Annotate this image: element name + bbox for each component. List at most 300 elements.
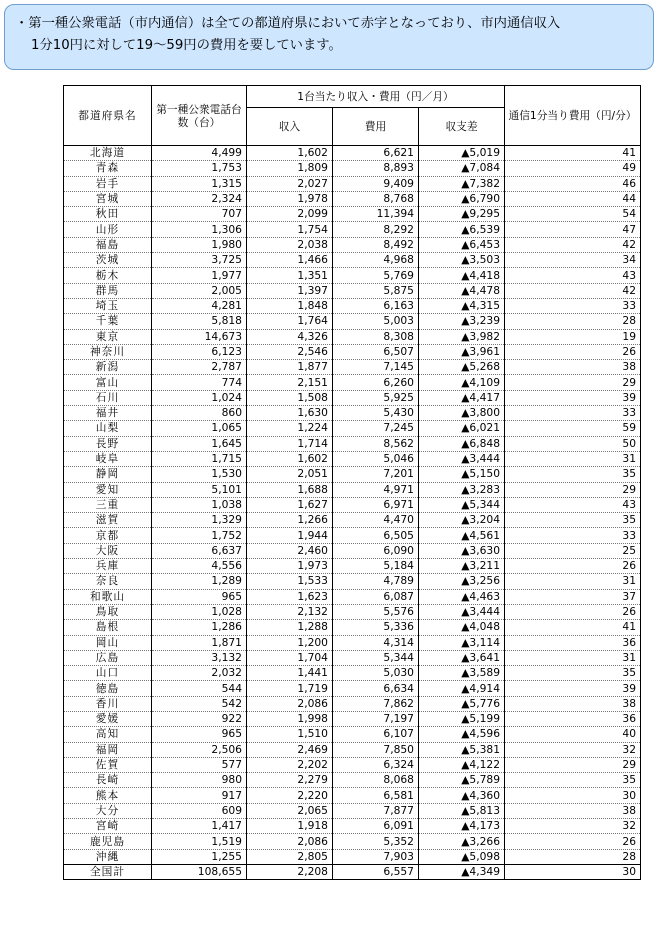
cost-cell: 6,324	[333, 757, 419, 772]
cost-per-minute-cell: 31	[505, 574, 641, 589]
phone-count-cell: 542	[152, 696, 247, 711]
prefecture-cell: 山梨	[64, 421, 152, 436]
income-cell: 2,027	[247, 176, 333, 191]
phone-count-cell: 774	[152, 375, 247, 390]
prefecture-cell: 長野	[64, 436, 152, 451]
table-row	[64, 574, 641, 589]
cost-per-minute-cell: 37	[505, 589, 641, 604]
summary-line-1: ・第一種公衆電話（市内通信）は全ての都道府県において赤字となっており、市内通信収入	[15, 16, 561, 31]
phone-count-cell: 1,024	[152, 390, 247, 405]
prefecture-cell: 愛知	[64, 482, 152, 497]
balance-cell: ▲3,503	[419, 253, 505, 268]
table-row	[64, 176, 641, 191]
cost-cell: 7,245	[333, 421, 419, 436]
phone-count-cell: 1,753	[152, 161, 247, 176]
phone-count-cell: 1,871	[152, 635, 247, 650]
balance-cell: ▲7,382	[419, 176, 505, 191]
income-cell: 2,279	[247, 773, 333, 788]
header-phone-count: 第一種公衆電話台数（台）	[152, 86, 247, 146]
header-per-unit: 1台当たり収入・費用（円／月）	[247, 86, 505, 108]
prefecture-cell: 熊本	[64, 788, 152, 803]
cost-cell: 6,634	[333, 681, 419, 696]
cost-cell: 8,562	[333, 436, 419, 451]
income-cell: 4,326	[247, 329, 333, 344]
header-cost: 費用	[333, 108, 419, 146]
phone-count-cell: 3,132	[152, 650, 247, 665]
cost-cell: 5,875	[333, 283, 419, 298]
phone-count-cell: 1,065	[152, 421, 247, 436]
cost-cell: 8,308	[333, 329, 419, 344]
cost-per-minute-cell: 32	[505, 742, 641, 757]
income-cell: 1,288	[247, 620, 333, 635]
cost-per-minute-cell: 28	[505, 849, 641, 864]
income-cell: 1,973	[247, 559, 333, 574]
balance-cell: ▲3,266	[419, 834, 505, 849]
cost-cell: 5,184	[333, 559, 419, 574]
table-row	[64, 513, 641, 528]
phone-count-cell: 1,289	[152, 574, 247, 589]
balance-cell: ▲3,641	[419, 650, 505, 665]
income-cell: 1,533	[247, 574, 333, 589]
table-row	[64, 268, 641, 283]
prefecture-cell: 徳島	[64, 681, 152, 696]
income-cell: 1,200	[247, 635, 333, 650]
prefecture-cell: 山口	[64, 666, 152, 681]
income-cell: 1,918	[247, 819, 333, 834]
phone-count-cell: 108,655	[152, 864, 247, 879]
phone-count-cell: 965	[152, 727, 247, 742]
table-row	[64, 375, 641, 390]
table-row	[64, 360, 641, 375]
cost-cell: 5,576	[333, 604, 419, 619]
cost-per-minute-cell: 35	[505, 773, 641, 788]
income-cell: 2,460	[247, 543, 333, 558]
cost-cell: 6,581	[333, 788, 419, 803]
table-row	[64, 727, 641, 742]
table-row	[64, 222, 641, 237]
phone-count-cell: 860	[152, 406, 247, 421]
cost-per-minute-cell: 36	[505, 711, 641, 726]
table-row	[64, 436, 641, 451]
table-row	[64, 253, 641, 268]
phone-count-cell: 6,123	[152, 344, 247, 359]
table-row	[64, 834, 641, 849]
prefecture-cell: 群馬	[64, 283, 152, 298]
phone-count-cell: 1,980	[152, 237, 247, 252]
balance-cell: ▲3,211	[419, 559, 505, 574]
prefecture-cell: 埼玉	[64, 298, 152, 313]
table-row	[64, 696, 641, 711]
income-cell: 1,602	[247, 146, 333, 161]
cost-cell: 6,090	[333, 543, 419, 558]
table-row	[64, 451, 641, 466]
income-cell: 1,998	[247, 711, 333, 726]
income-cell: 1,351	[247, 268, 333, 283]
income-cell: 2,099	[247, 207, 333, 222]
balance-cell: ▲3,444	[419, 451, 505, 466]
income-cell: 2,086	[247, 696, 333, 711]
income-cell: 1,719	[247, 681, 333, 696]
cost-cell: 6,507	[333, 344, 419, 359]
balance-cell: ▲5,150	[419, 467, 505, 482]
table-row	[64, 482, 641, 497]
cost-per-minute-cell: 38	[505, 360, 641, 375]
balance-cell: ▲6,848	[419, 436, 505, 451]
balance-cell: ▲4,109	[419, 375, 505, 390]
cost-cell: 6,505	[333, 528, 419, 543]
balance-cell: ▲5,019	[419, 146, 505, 161]
phone-count-cell: 965	[152, 589, 247, 604]
table-row	[64, 191, 641, 206]
income-cell: 1,978	[247, 191, 333, 206]
cost-cell: 6,621	[333, 146, 419, 161]
cost-per-minute-cell: 30	[505, 864, 641, 879]
table-row	[64, 298, 641, 313]
table-row	[64, 559, 641, 574]
cost-per-minute-cell: 33	[505, 406, 641, 421]
prefecture-cell: 秋田	[64, 207, 152, 222]
income-cell: 1,224	[247, 421, 333, 436]
cost-per-minute-cell: 28	[505, 314, 641, 329]
cost-per-minute-cell: 39	[505, 681, 641, 696]
cost-cell: 5,925	[333, 390, 419, 405]
income-cell: 2,546	[247, 344, 333, 359]
balance-cell: ▲4,315	[419, 298, 505, 313]
balance-cell: ▲3,630	[419, 543, 505, 558]
public-phone-balance-table	[63, 85, 641, 880]
income-cell: 1,623	[247, 589, 333, 604]
income-cell: 1,441	[247, 666, 333, 681]
balance-cell: ▲4,463	[419, 589, 505, 604]
table-row	[64, 467, 641, 482]
balance-cell: ▲4,914	[419, 681, 505, 696]
total-row	[64, 864, 641, 879]
header-cost-per-minute: 通信1分当り費用（円/分）	[505, 86, 641, 146]
prefecture-cell: 広島	[64, 650, 152, 665]
prefecture-cell: 全国計	[64, 864, 152, 879]
balance-cell: ▲3,256	[419, 574, 505, 589]
phone-count-cell: 1,306	[152, 222, 247, 237]
table-row	[64, 161, 641, 176]
prefecture-cell: 宮崎	[64, 819, 152, 834]
prefecture-cell: 茨城	[64, 253, 152, 268]
phone-count-cell: 3,725	[152, 253, 247, 268]
cost-per-minute-cell: 40	[505, 727, 641, 742]
table-row	[64, 497, 641, 512]
table-row	[64, 314, 641, 329]
cost-per-minute-cell: 29	[505, 375, 641, 390]
income-cell: 2,132	[247, 604, 333, 619]
prefecture-cell: 滋賀	[64, 513, 152, 528]
cost-per-minute-cell: 30	[505, 788, 641, 803]
cost-per-minute-cell: 26	[505, 834, 641, 849]
table-row	[64, 604, 641, 619]
income-cell: 2,208	[247, 864, 333, 879]
income-cell: 1,508	[247, 390, 333, 405]
income-cell: 1,704	[247, 650, 333, 665]
income-cell: 1,688	[247, 482, 333, 497]
prefecture-cell: 石川	[64, 390, 152, 405]
table-row	[64, 329, 641, 344]
phone-count-cell: 1,752	[152, 528, 247, 543]
table-row	[64, 237, 641, 252]
cost-cell: 5,430	[333, 406, 419, 421]
prefecture-cell: 岡山	[64, 635, 152, 650]
income-cell: 1,764	[247, 314, 333, 329]
prefecture-cell: 福島	[64, 237, 152, 252]
prefecture-cell: 富山	[64, 375, 152, 390]
cost-cell: 4,789	[333, 574, 419, 589]
cost-cell: 8,068	[333, 773, 419, 788]
cost-per-minute-cell: 35	[505, 513, 641, 528]
balance-cell: ▲4,478	[419, 283, 505, 298]
income-cell: 1,602	[247, 451, 333, 466]
income-cell: 2,220	[247, 788, 333, 803]
cost-per-minute-cell: 26	[505, 344, 641, 359]
header-balance: 収支差	[419, 108, 505, 146]
balance-cell: ▲5,776	[419, 696, 505, 711]
prefecture-cell: 高知	[64, 727, 152, 742]
balance-cell: ▲3,961	[419, 344, 505, 359]
phone-count-cell: 2,506	[152, 742, 247, 757]
phone-count-cell: 14,673	[152, 329, 247, 344]
balance-cell: ▲6,539	[419, 222, 505, 237]
cost-per-minute-cell: 36	[505, 635, 641, 650]
prefecture-cell: 奈良	[64, 574, 152, 589]
table-body	[64, 146, 641, 880]
cost-cell: 5,352	[333, 834, 419, 849]
cost-per-minute-cell: 38	[505, 803, 641, 818]
cost-per-minute-cell: 19	[505, 329, 641, 344]
cost-cell: 5,030	[333, 666, 419, 681]
prefecture-cell: 鹿児島	[64, 834, 152, 849]
phone-count-cell: 1,417	[152, 819, 247, 834]
phone-count-cell: 1,038	[152, 497, 247, 512]
balance-cell: ▲3,589	[419, 666, 505, 681]
cost-cell: 4,314	[333, 635, 419, 650]
income-cell: 1,754	[247, 222, 333, 237]
cost-cell: 7,877	[333, 803, 419, 818]
cost-per-minute-cell: 54	[505, 207, 641, 222]
prefecture-cell: 大分	[64, 803, 152, 818]
phone-count-cell: 6,637	[152, 543, 247, 558]
prefecture-cell: 宮城	[64, 191, 152, 206]
balance-cell: ▲5,098	[419, 849, 505, 864]
prefecture-cell: 千葉	[64, 314, 152, 329]
balance-cell: ▲5,789	[419, 773, 505, 788]
cost-per-minute-cell: 59	[505, 421, 641, 436]
balance-cell: ▲3,204	[419, 513, 505, 528]
table-row	[64, 620, 641, 635]
cost-cell: 5,336	[333, 620, 419, 635]
balance-cell: ▲4,561	[419, 528, 505, 543]
balance-cell: ▲3,982	[419, 329, 505, 344]
table-row	[64, 528, 641, 543]
cost-per-minute-cell: 47	[505, 222, 641, 237]
balance-cell: ▲4,349	[419, 864, 505, 879]
prefecture-cell: 兵庫	[64, 559, 152, 574]
balance-cell: ▲4,173	[419, 819, 505, 834]
prefecture-cell: 和歌山	[64, 589, 152, 604]
cost-cell: 7,903	[333, 849, 419, 864]
balance-cell: ▲3,444	[419, 604, 505, 619]
cost-per-minute-cell: 46	[505, 176, 641, 191]
prefecture-cell: 香川	[64, 696, 152, 711]
phone-count-cell: 922	[152, 711, 247, 726]
summary-callout	[4, 4, 654, 70]
cost-cell: 6,971	[333, 497, 419, 512]
income-cell: 1,630	[247, 406, 333, 421]
table-row	[64, 788, 641, 803]
balance-cell: ▲3,114	[419, 635, 505, 650]
cost-cell: 6,107	[333, 727, 419, 742]
table-row	[64, 543, 641, 558]
prefecture-cell: 東京	[64, 329, 152, 344]
cost-per-minute-cell: 42	[505, 237, 641, 252]
income-cell: 1,848	[247, 298, 333, 313]
prefecture-cell: 岩手	[64, 176, 152, 191]
phone-count-cell: 1,645	[152, 436, 247, 451]
cost-cell: 7,145	[333, 360, 419, 375]
table-row	[64, 849, 641, 864]
income-cell: 1,397	[247, 283, 333, 298]
cost-per-minute-cell: 43	[505, 268, 641, 283]
phone-count-cell: 544	[152, 681, 247, 696]
cost-cell: 8,893	[333, 161, 419, 176]
cost-per-minute-cell: 39	[505, 390, 641, 405]
cost-cell: 7,862	[333, 696, 419, 711]
balance-cell: ▲4,596	[419, 727, 505, 742]
phone-count-cell: 1,329	[152, 513, 247, 528]
phone-count-cell: 609	[152, 803, 247, 818]
cost-cell: 6,163	[333, 298, 419, 313]
balance-cell: ▲3,800	[419, 406, 505, 421]
cost-cell: 7,197	[333, 711, 419, 726]
cost-cell: 7,850	[333, 742, 419, 757]
phone-count-cell: 1,530	[152, 467, 247, 482]
balance-cell: ▲5,344	[419, 497, 505, 512]
income-cell: 2,151	[247, 375, 333, 390]
cost-per-minute-cell: 31	[505, 650, 641, 665]
balance-cell: ▲5,268	[419, 360, 505, 375]
phone-count-cell: 1,977	[152, 268, 247, 283]
table-row	[64, 635, 641, 650]
cost-per-minute-cell: 41	[505, 620, 641, 635]
phone-count-cell: 1,286	[152, 620, 247, 635]
phone-count-cell: 1,028	[152, 604, 247, 619]
cost-cell: 8,768	[333, 191, 419, 206]
cost-per-minute-cell: 38	[505, 696, 641, 711]
table-row	[64, 773, 641, 788]
table-row	[64, 589, 641, 604]
table-row	[64, 650, 641, 665]
cost-cell: 6,087	[333, 589, 419, 604]
cost-per-minute-cell: 26	[505, 604, 641, 619]
cost-per-minute-cell: 26	[505, 559, 641, 574]
prefecture-cell: 愛媛	[64, 711, 152, 726]
income-cell: 2,051	[247, 467, 333, 482]
table-row	[64, 146, 641, 161]
cost-per-minute-cell: 49	[505, 161, 641, 176]
phone-count-cell: 4,499	[152, 146, 247, 161]
phone-count-cell: 577	[152, 757, 247, 772]
cost-per-minute-cell: 43	[505, 497, 641, 512]
income-cell: 1,714	[247, 436, 333, 451]
prefecture-cell: 北海道	[64, 146, 152, 161]
table-row	[64, 283, 641, 298]
table-row	[64, 390, 641, 405]
table-row	[64, 819, 641, 834]
phone-count-cell: 917	[152, 788, 247, 803]
balance-cell: ▲3,239	[419, 314, 505, 329]
income-cell: 2,805	[247, 849, 333, 864]
summary-line-2: 1分10円に対して19～59円の費用を要しています。	[31, 38, 342, 53]
balance-cell: ▲7,084	[419, 161, 505, 176]
phone-count-cell: 2,324	[152, 191, 247, 206]
cost-cell: 5,046	[333, 451, 419, 466]
phone-count-cell: 707	[152, 207, 247, 222]
balance-cell: ▲4,418	[419, 268, 505, 283]
balance-cell: ▲6,021	[419, 421, 505, 436]
cost-cell: 7,201	[333, 467, 419, 482]
balance-cell: ▲9,295	[419, 207, 505, 222]
prefecture-cell: 京都	[64, 528, 152, 543]
cost-cell: 8,292	[333, 222, 419, 237]
prefecture-cell: 佐賀	[64, 757, 152, 772]
cost-cell: 8,492	[333, 237, 419, 252]
cost-per-minute-cell: 50	[505, 436, 641, 451]
table-row	[64, 742, 641, 757]
balance-cell: ▲4,417	[419, 390, 505, 405]
table-row	[64, 666, 641, 681]
prefecture-cell: 大阪	[64, 543, 152, 558]
cost-cell: 5,344	[333, 650, 419, 665]
balance-cell: ▲5,813	[419, 803, 505, 818]
phone-count-cell: 4,556	[152, 559, 247, 574]
header-income: 収入	[247, 108, 333, 146]
income-cell: 1,627	[247, 497, 333, 512]
phone-count-cell: 1,315	[152, 176, 247, 191]
cost-per-minute-cell: 44	[505, 191, 641, 206]
cost-per-minute-cell: 32	[505, 819, 641, 834]
income-cell: 1,266	[247, 513, 333, 528]
prefecture-cell: 島根	[64, 620, 152, 635]
cost-per-minute-cell: 29	[505, 757, 641, 772]
cost-per-minute-cell: 33	[505, 528, 641, 543]
cost-per-minute-cell: 35	[505, 666, 641, 681]
balance-cell: ▲4,048	[419, 620, 505, 635]
balance-cell: ▲4,360	[419, 788, 505, 803]
table-row	[64, 757, 641, 772]
balance-cell: ▲4,122	[419, 757, 505, 772]
prefecture-cell: 福井	[64, 406, 152, 421]
prefecture-cell: 新潟	[64, 360, 152, 375]
cost-cell: 6,557	[333, 864, 419, 879]
prefecture-cell: 山形	[64, 222, 152, 237]
cost-per-minute-cell: 41	[505, 146, 641, 161]
cost-cell: 6,091	[333, 819, 419, 834]
cost-per-minute-cell: 25	[505, 543, 641, 558]
cost-per-minute-cell: 42	[505, 283, 641, 298]
income-cell: 1,809	[247, 161, 333, 176]
prefecture-cell: 青森	[64, 161, 152, 176]
income-cell: 2,086	[247, 834, 333, 849]
prefecture-cell: 岐阜	[64, 451, 152, 466]
prefecture-cell: 長崎	[64, 773, 152, 788]
table-row	[64, 803, 641, 818]
prefecture-cell: 福岡	[64, 742, 152, 757]
table-row	[64, 406, 641, 421]
